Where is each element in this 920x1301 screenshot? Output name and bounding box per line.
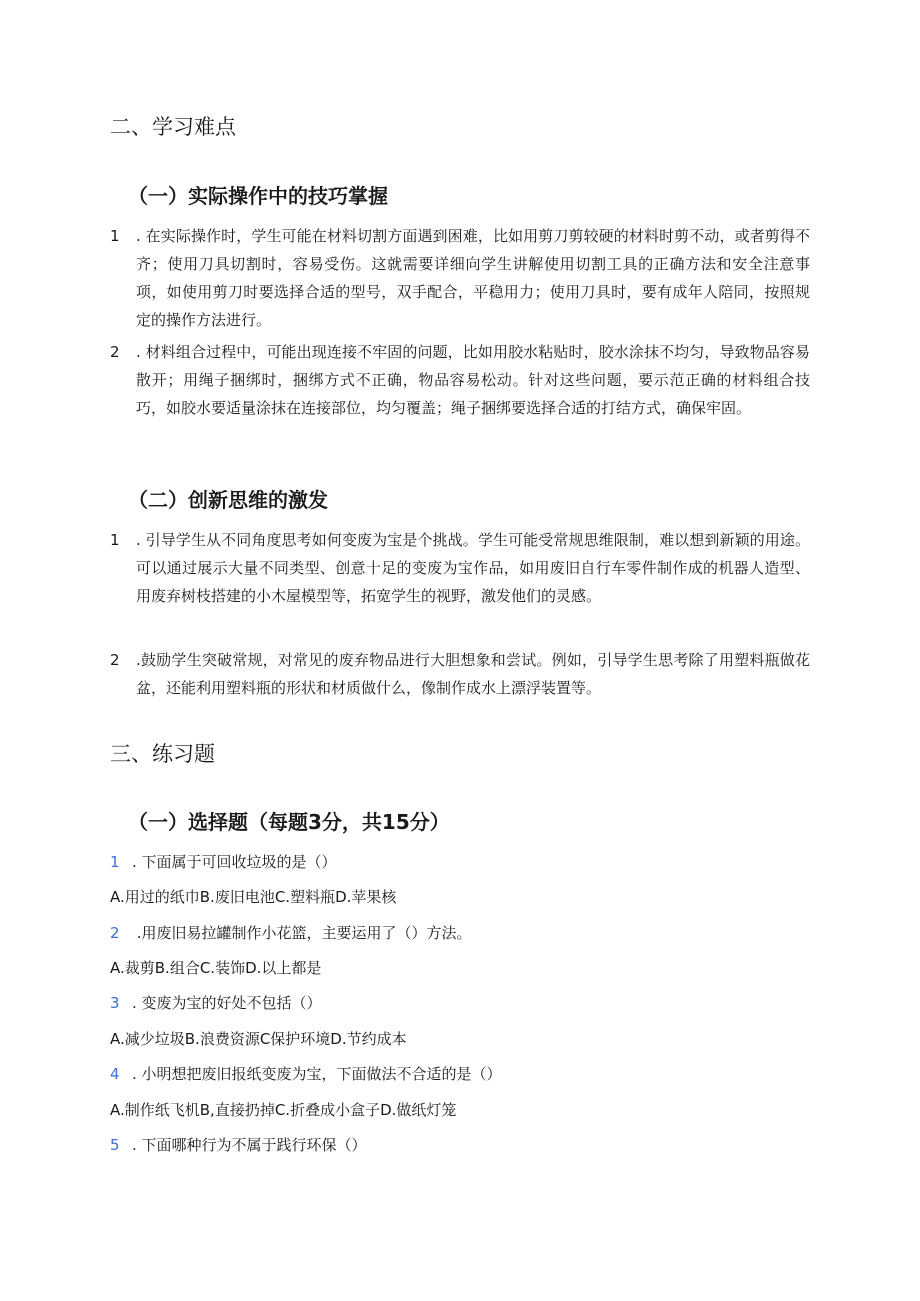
- item-text: . 材料组合过程中，可能出现连接不牢固的问题，比如用胶水粘贴时，胶水涂抹不均匀，导致物品容易散开；用绳子捆绑时，捆绑方式不正确，物品容易松动。针对这些问题，要示范正确的材料组合技巧，如胶水要适量涂抹在连接部位，均匀覆盖；绳子捆绑要选择合适的打结方式，确保牢固。: [136, 343, 810, 417]
- question-5: [110, 1133, 367, 1157]
- item-text: . 在实际操作时，学生可能在材料切割方面遇到困难，比如用剪刀剪较硬的材料时剪不动，或者剪得不齐；使用刀具切割时，容易受伤。这就需要详细向学生讲解使用切割工具的正确方法和安全注意事项，如使用剪刀时要选择合适的型号，双手配合，平稳用力；使用刀具时，要有成年人陪同，按照规定的操作方法进行。: [136, 227, 810, 329]
- list-item-practical-1: [110, 222, 810, 334]
- question-3: [110, 991, 322, 1015]
- list-item-creative-1: [110, 526, 810, 610]
- subsection-heading-multiple-choice: （一）选择题（每题3分，共15分）: [128, 810, 450, 834]
- question-3-options: A.减少垃圾B.浪费资源C保护环境D.节约成本: [110, 1030, 407, 1048]
- question-number: 5: [110, 1136, 120, 1154]
- item-number: 1: [110, 531, 120, 549]
- list-item-practical-2: [110, 338, 810, 422]
- section-heading-difficulties: 二、学习难点: [110, 115, 236, 139]
- question-text: . 变废为宝的好处不包括（）: [132, 994, 322, 1012]
- item-text: . 引导学生从不同角度思考如何变废为宝是个挑战。学生可能受常规思维限制，难以想到新颖的用途。可以通过展示大量不同类型、创意十足的变废为宝作品，如用废旧自行车零件制作成的机器人造型、用废弃树枝搭建的小木屋模型等，拓宽学生的视野，激发他们的灵感。: [136, 531, 810, 605]
- question-text: . 小明想把废旧报纸变废为宝，下面做法不合适的是（）: [132, 1065, 502, 1083]
- item-number: 2: [110, 343, 120, 361]
- question-number: 2: [110, 924, 120, 942]
- question-1: [110, 850, 337, 874]
- question-1-options: A.用过的纸巾B.废旧电池C.塑料瓶D.苹果核: [110, 888, 397, 906]
- list-item-creative-2: [110, 646, 810, 702]
- question-4: [110, 1062, 502, 1086]
- item-number: 1: [110, 227, 120, 245]
- subsection-heading-practical-skills: （一）实际操作中的技巧掌握: [128, 184, 388, 208]
- question-4-options: A.制作纸飞机B,直接扔掉C.折叠成小盒子D.做纸灯笼: [110, 1101, 457, 1119]
- question-text: . 下面属于可回收垃圾的是（）: [132, 853, 337, 871]
- item-number: 2: [110, 651, 120, 669]
- question-number: 4: [110, 1065, 120, 1083]
- item-text: .鼓励学生突破常规，对常见的废弃物品进行大胆想象和尝试。例如，引导学生思考除了用塑料瓶做花盆，还能利用塑料瓶的形状和材质做什么，像制作成水上漂浮装置等。: [136, 651, 810, 697]
- question-number: 3: [110, 994, 120, 1012]
- question-text: . 下面哪种行为不属于践行环保（）: [132, 1136, 367, 1154]
- subsection-heading-creative-thinking: （二）创新思维的激发: [128, 488, 328, 512]
- question-2: [110, 921, 472, 945]
- question-2-options: A.裁剪B.组合C.装饰D.以上都是: [110, 959, 322, 977]
- question-text: .用废旧易拉罐制作小花篮，主要运用了（）方法。: [132, 924, 472, 942]
- section-heading-exercises: 三、练习题: [110, 742, 215, 766]
- question-number: 1: [110, 853, 120, 871]
